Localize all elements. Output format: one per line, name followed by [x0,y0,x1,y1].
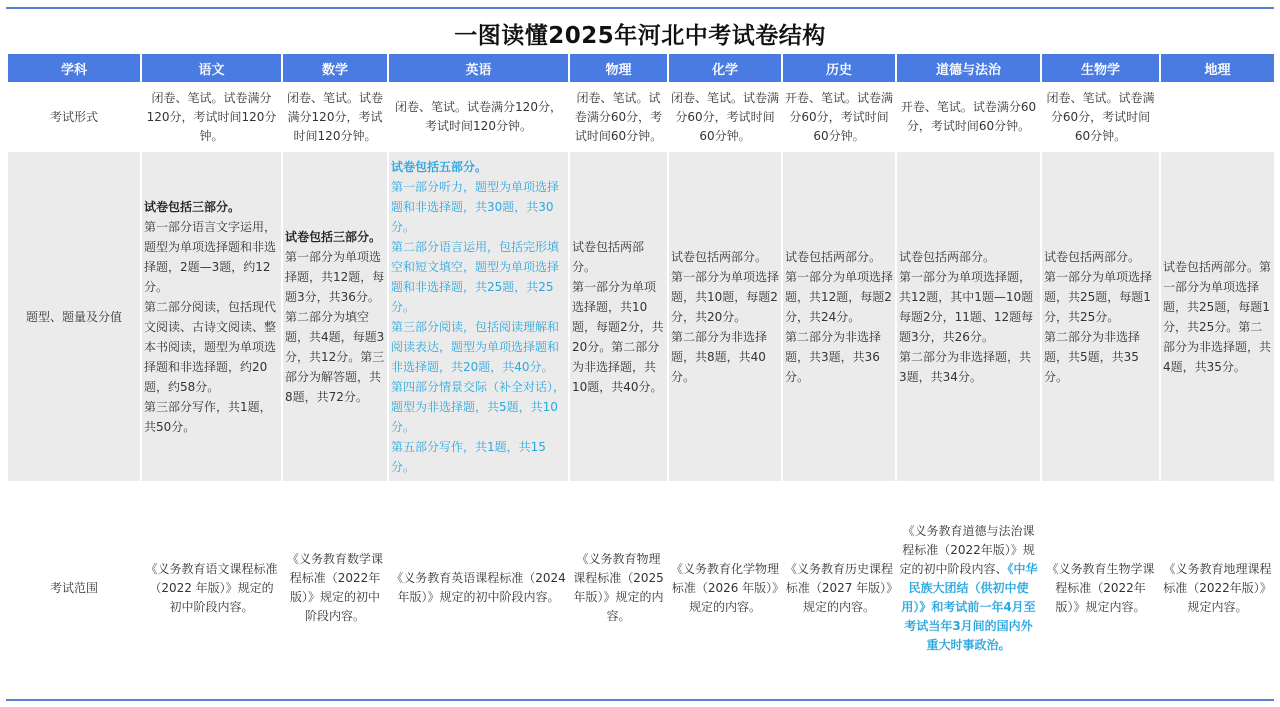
row-exam-form [8,82,1274,153]
top-divider [6,7,1274,9]
chemistry-part-2: 第二部分为非选择题，共8题，共40分。 [671,330,768,384]
cell-form-chinese: 闭卷、笔试。试卷满分120分，考试时间120分钟。 [142,82,281,153]
header-math: 数学 [283,54,387,82]
cell-scope-history: 《义务教育历史课程标准（2027 年版）》规定的内容。 [783,481,895,695]
header-geography: 地理 [1161,54,1274,82]
header-row [8,54,1274,82]
row-label-exam-form: 考试形式 [8,82,140,153]
chinese-part-2: 第二部分阅读，包括现代文阅读、古诗文阅读、整本书阅读，题型为单项选择题和非选择题，约20题，约58分。 [144,300,277,394]
header-subject: 学科 [8,54,140,82]
cell-scope-geography: 《义务教育地理课程标准（2022年版）》规定内容。 [1161,481,1274,695]
cell-form-chemistry: 闭卷、笔试。试卷满分60分，考试时间60分钟。 [669,82,781,153]
cell-form-english: 闭卷、笔试。试卷满分120分，考试时间120分钟。 [389,82,568,153]
row-label-exam-scope: 考试范围 [8,481,140,695]
english-part-3: 第三部分阅读，包括阅读理解和阅读表达，题型为单项选择题和非选择题，共20题，共40分。 [391,320,560,374]
chinese-part-3: 第三部分写作，共1题，共50分。 [144,400,272,434]
cell-scope-chemistry: 《义务教育化学物理标准（2026 年版）》规定的内容。 [669,481,781,695]
history-types-heading: 试卷包括两部分。 [785,250,882,264]
cell-scope-biology: 《义务教育生物学课程标准（2022年版）》规定内容。 [1042,481,1159,695]
row-question-types [8,153,1274,481]
english-part-4: 第四部分情景交际（补全对话），题型为非选择题，共5题，共10分。 [391,380,566,434]
cell-scope-math: 《义务教育数学课程标准（2022年版）》规定的初中阶段内容。 [283,481,387,695]
biology-part-1: 第一部分为单项选择题，共25题，每题1分，共25分。 [1044,270,1153,324]
math-types-heading: 试卷包括三部分。 [285,230,382,244]
cell-types-chemistry [669,153,781,481]
cell-form-geography [1161,82,1274,153]
chinese-types-heading: 试卷包括三部分。 [144,200,241,214]
header-chemistry: 化学 [669,54,781,82]
exam-structure-table [6,54,1276,695]
cell-types-physics [570,153,667,481]
cell-form-math: 闭卷、笔试。试卷满分120分，考试时间120分钟。 [283,82,387,153]
cell-types-math [283,153,387,481]
cell-scope-morality [897,481,1040,695]
cell-scope-chinese: 《义务教育语文课程标准（2022 年版）》规定的初中阶段内容。 [142,481,281,695]
cell-form-physics: 闭卷、笔试。试卷满分60分，考试时间60分钟。 [570,82,667,153]
page-title: 一图读懂2025年河北中考试卷结构 [454,23,826,49]
cell-form-morality: 开卷、笔试。试卷满分60分，考试时间60分钟。 [897,82,1040,153]
morality-scope-highlight: 《中华民族大团结（供初中使用）》和考试前一年4月至考试当年3月间的国内外重大时事政治。 [901,561,1038,652]
cell-types-geography: 试卷包括两部分。第一部分为单项选择题，共25题，每题1分，共25分。第二部分为非选择题，共4题，共35分。 [1161,153,1274,481]
header-chinese: 语文 [142,54,281,82]
chemistry-part-1: 第一部分为单项选择题，共10题，每题2分，共20分。 [671,270,780,324]
cell-types-history [783,153,895,481]
chemistry-types-heading: 试卷包括两部分。 [671,250,768,264]
row-label-question-types: 题型、题量及分值 [8,153,140,481]
bottom-divider [6,699,1274,701]
cell-form-biology: 闭卷、笔试。试卷满分60分，考试时间60分钟。 [1042,82,1159,153]
cell-types-morality [897,153,1040,481]
header-physics: 物理 [570,54,667,82]
history-part-1: 第一部分为单项选择题，共12题，每题2分，共24分。 [785,270,894,324]
english-part-1: 第一部分听力，题型为单项选择题和非选择题，共30题，共30分。 [391,180,560,234]
header-biology: 生物学 [1042,54,1159,82]
cell-scope-physics: 《义务教育物理课程标准（2025 年版）》规定的内容。 [570,481,667,695]
cell-types-chinese [142,153,281,481]
morality-part-1: 第一部分为单项选择题，共12题，其中1题—10题每题2分，11题、12题每题3分，共26分。 [899,270,1034,344]
history-part-2: 第二部分为非选择题，共3题，共36分。 [785,330,882,384]
cell-scope-english: 《义务教育英语课程标准（2024年版）》规定的初中阶段内容。 [389,481,568,695]
row-exam-scope [8,481,1274,695]
morality-types-heading: 试卷包括两部分。 [899,250,996,264]
header-morality: 道德与法治 [897,54,1040,82]
english-part-5: 第五部分写作，共1题，共15分。 [391,440,546,474]
cell-types-biology [1042,153,1159,481]
english-part-2: 第二部分语言运用，包括完形填空和短文填空，题型为单项选择题和非选择题，共25题，共25分。 [391,240,560,314]
cell-form-history: 开卷、笔试。试卷满分60分，考试时间60分钟。 [783,82,895,153]
header-history: 历史 [783,54,895,82]
header-english: 英语 [389,54,568,82]
english-types-heading: 试卷包括五部分。 [391,160,488,174]
physics-types-body: 第一部分为单项选择题，共10题，每题2分，共20分。第二部分为非选择题，共10题，共40分。 [572,280,664,394]
biology-types-heading: 试卷包括两部分。 [1044,250,1141,264]
cell-types-english [389,153,568,481]
chinese-part-1: 第一部分语言文字运用，题型为单项选择题和非选择题，2题—3题，约12分。 [144,220,277,294]
morality-scope-text: 《义务教育道德与法治课程标准（2022年版）》规定的初中阶段内容、 [899,523,1035,576]
math-types-body: 第一部分为单项选择题，共12题，每题3分，共36分。第二部分为填空题，共4题，每题3分，共12分。第三部分为解答题，共8题，共72分。 [285,250,385,404]
biology-part-2: 第二部分为非选择题，共5题，共35分。 [1044,330,1141,384]
physics-types-heading: 试卷包括两部分。 [572,240,645,274]
morality-part-2: 第二部分为非选择题，共3题，共34分。 [899,350,1032,384]
